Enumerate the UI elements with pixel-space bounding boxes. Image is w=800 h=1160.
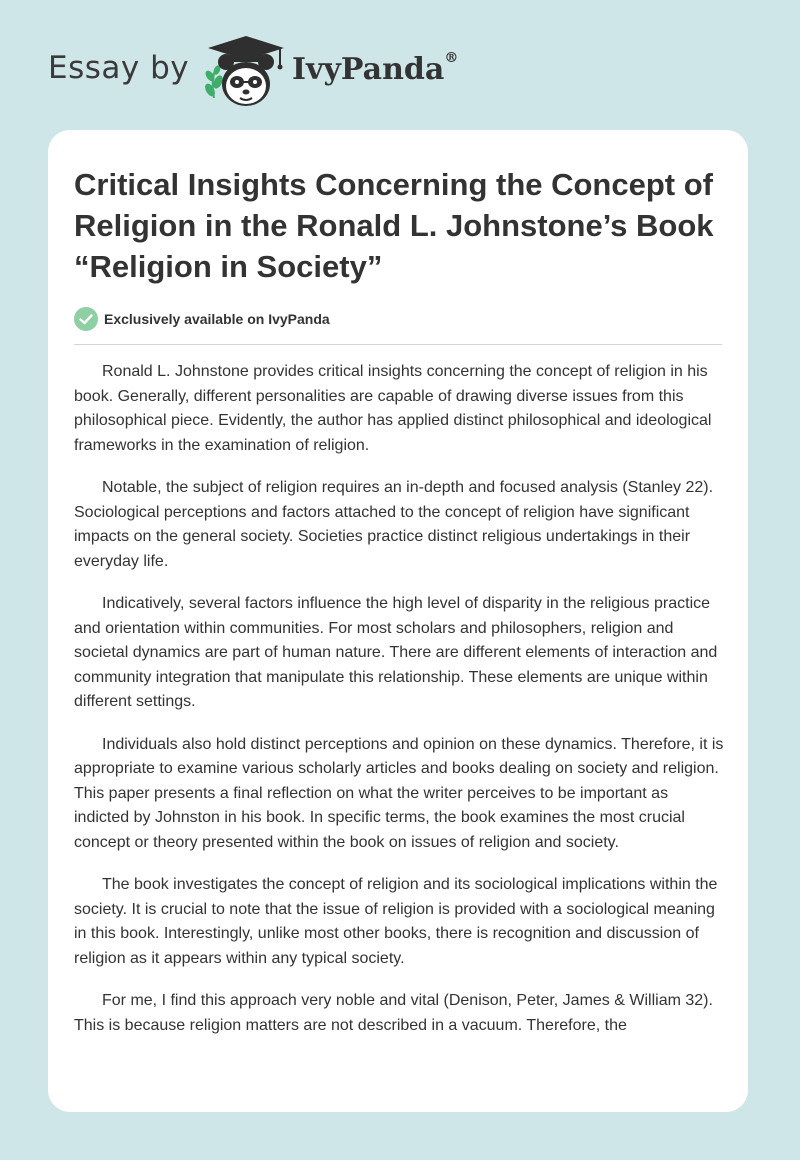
article-title: Critical Insights Concerning the Concept of Religion in the Ronald L. Johnstone’s Book “Religion in Society” [74, 167, 714, 284]
paragraph: For me, I find this approach very noble and vital (Denison, Peter, James & William 32). This is because religion matters are not described in a vacuum. Therefore, the [74, 992, 713, 1034]
exclusive-badge-label: Exclusively available on IvyPanda [104, 311, 330, 327]
paragraph: Notable, the subject of religion requires an in-depth and focused analysis (Stanley 22). Sociological perceptions and factors attached to the concept of religion have significant impacts on the general society. Societies practice distinct religious undertakings in their everyday life. [74, 479, 714, 570]
exclusive-badge [74, 306, 330, 332]
brand-name[interactable]: IvyPanda® [292, 50, 459, 87]
check-circle-icon [74, 307, 98, 331]
divider [74, 344, 722, 345]
panda-graduate-icon[interactable] [200, 32, 290, 112]
paragraph: Individuals also hold distinct perceptions and opinion on these dynamics. Therefore, it is appropriate to examine various scholarly articles and books dealing on society and religion. This paper presents a final reflection on what the writer perceives to be important as indicted by Johnston in his book. In specific terms, the book examines the most crucial concept or theory presented within the book on issues of religion and society. [74, 735, 724, 851]
essay-by-label: Essay by [48, 50, 190, 86]
site-header [0, 0, 800, 130]
article-body [74, 360, 724, 1056]
article-card [48, 130, 748, 1112]
registered-mark: ® [444, 50, 459, 66]
paragraph: Indicatively, several factors influence the high level of disparity in the religious practice and orientation within communities. For most scholars and philosophers, religion and societal dynamics are part of human nature. There are different elements of interaction and community integration that manipulate this relationship. These elements are unique within different settings. [74, 595, 718, 710]
paragraph: The book investigates the concept of religion and its sociological implications within the society. It is crucial to note that the issue of religion is provided with a sociological meaning in this book. Interestingly, unlike most other books, there is recognition and discussion of religion as it appears within any typical society. [74, 876, 718, 967]
paragraph: Ronald L. Johnstone provides critical insights concerning the concept of religion in his book. Generally, different personalities are capable of drawing diverse issues from this philosophical piece. Evidently, the author has applied distinct philosophical and ideological frameworks in the examination of religion. [74, 363, 712, 454]
